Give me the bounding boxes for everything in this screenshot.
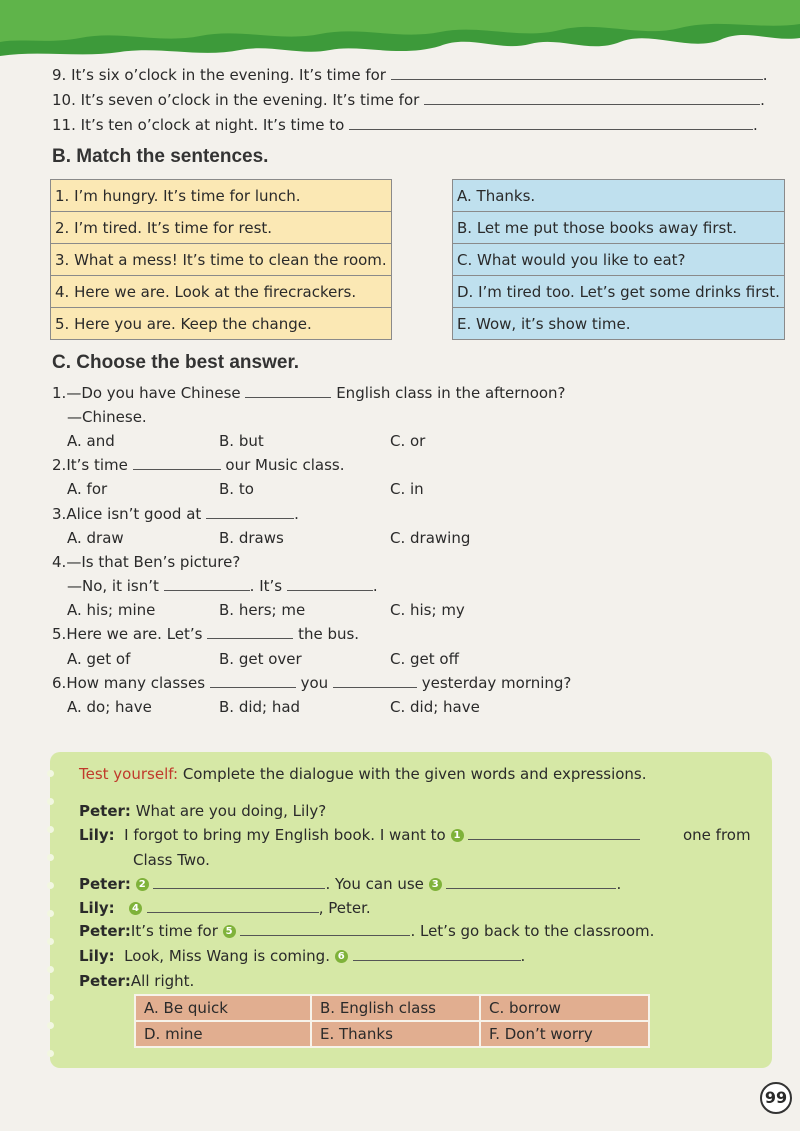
- option-c[interactable]: C. in: [390, 480, 424, 498]
- question-number: 9.: [52, 66, 67, 84]
- match-right-item[interactable]: B. Let me put those books away first.: [453, 212, 785, 244]
- option-c[interactable]: C. his; my: [390, 601, 465, 619]
- blank-number-badge: 5: [223, 925, 236, 938]
- decor-dot: [47, 1050, 54, 1057]
- answer-blank[interactable]: [353, 959, 521, 961]
- reply-text: [67, 577, 378, 595]
- decor-dot: [47, 798, 54, 805]
- answer-blank[interactable]: [333, 686, 417, 688]
- word-option[interactable]: E. Thanks: [311, 1021, 480, 1047]
- answer-blank[interactable]: [210, 686, 296, 688]
- answer-blank[interactable]: [164, 589, 250, 591]
- question-10: [52, 91, 765, 109]
- answer-blank[interactable]: [240, 934, 410, 936]
- question-number: 5.: [52, 625, 67, 643]
- answer-blank[interactable]: [287, 589, 373, 591]
- dialogue-text: . Let’s go back to the classroom.: [410, 922, 655, 940]
- blank-number-badge: 3: [429, 878, 442, 891]
- question-number: 2.: [52, 456, 67, 474]
- answer-blank[interactable]: [153, 887, 325, 889]
- mc-question-5: [52, 625, 359, 643]
- dialogue-text: Class Two.: [133, 851, 210, 869]
- mc-question-4: [52, 553, 240, 571]
- dialogue-line-2: [79, 826, 640, 844]
- dialogue-text: , Peter.: [318, 899, 371, 917]
- word-option[interactable]: D. mine: [135, 1021, 311, 1047]
- decor-dot: [47, 882, 54, 889]
- answer-blank[interactable]: [391, 78, 763, 80]
- answer-blank[interactable]: [147, 911, 319, 913]
- dialogue-line-3: [79, 875, 621, 893]
- blank-number-badge: 1: [451, 829, 464, 842]
- match-left-item[interactable]: 3. What a mess! It’s time to clean the room.: [51, 244, 392, 276]
- question-number: 10.: [52, 91, 76, 109]
- match-left-table: [50, 179, 392, 340]
- question-number: 1.: [52, 384, 67, 402]
- answer-blank[interactable]: [245, 396, 331, 398]
- mc-question-6: [52, 674, 571, 692]
- question-number: 6.: [52, 674, 67, 692]
- punctuation: .: [294, 505, 299, 523]
- blank-number-badge: 2: [136, 878, 149, 891]
- question-text: It’s seven o’clock in the evening. It’s time for: [80, 91, 420, 109]
- dialogue-text: All right.: [130, 972, 195, 990]
- answer-blank[interactable]: [446, 887, 616, 889]
- option-a[interactable]: A. his; mine: [67, 601, 156, 619]
- punctuation: .: [616, 875, 622, 893]
- question-text: our Music class.: [225, 456, 345, 474]
- answer-blank[interactable]: [133, 468, 221, 470]
- answer-blank[interactable]: [206, 517, 294, 519]
- match-left-item[interactable]: 2. I’m tired. It’s time for rest.: [51, 212, 392, 244]
- dialogue-text: Look, Miss Wang is coming.: [124, 947, 330, 965]
- question-text: —Is that Ben’s picture?: [66, 553, 241, 571]
- dialogue-line-5: [79, 922, 654, 940]
- speaker-name: Peter:: [79, 922, 131, 940]
- option-b[interactable]: B. hers; me: [219, 601, 306, 619]
- question-text: —Do you have Chinese: [66, 384, 241, 402]
- decor-dot: [47, 938, 54, 945]
- dialogue-line-1: [79, 802, 326, 820]
- option-c[interactable]: C. get off: [390, 650, 459, 668]
- option-b[interactable]: B. get over: [219, 650, 302, 668]
- question-text: English class in the afternoon?: [336, 384, 566, 402]
- dialogue-line-4: [79, 899, 371, 917]
- speaker-name: Lily:: [79, 947, 115, 965]
- answer-blank[interactable]: [468, 838, 640, 840]
- option-a[interactable]: A. get of: [67, 650, 131, 668]
- speaker-name: Lily:: [79, 899, 115, 917]
- question-number: 11.: [52, 116, 76, 134]
- option-b[interactable]: B. draws: [219, 529, 284, 547]
- question-number: 4.: [52, 553, 67, 571]
- dialogue-text: one from: [683, 826, 751, 844]
- match-left-item[interactable]: 5. Here you are. Keep the change.: [51, 308, 392, 340]
- question-text: It’s time: [66, 456, 128, 474]
- option-b[interactable]: B. did; had: [219, 698, 301, 716]
- question-text: the bus.: [298, 625, 360, 643]
- dialogue-text: I forgot to bring my English book. I want to: [124, 826, 446, 844]
- answer-blank[interactable]: [207, 637, 293, 639]
- blank-number-badge: 6: [335, 950, 348, 963]
- question-text: Alice isn’t good at: [66, 505, 202, 523]
- question-text: yesterday morning?: [421, 674, 572, 692]
- decor-dot: [47, 994, 54, 1001]
- speaker-name: Peter:: [79, 802, 131, 820]
- answer-blank[interactable]: [349, 128, 753, 130]
- mc-question-1: [52, 384, 566, 402]
- option-a[interactable]: A. do; have: [67, 698, 152, 716]
- dialogue-text: What are you doing, Lily?: [135, 802, 327, 820]
- dialogue-text: It’s time for: [130, 922, 218, 940]
- reply-part: —No, it isn’t: [67, 577, 159, 595]
- question-text: It’s six o’clock in the evening. It’s time for: [71, 66, 386, 84]
- word-option[interactable]: A. Be quick: [135, 995, 311, 1021]
- speaker-name: Peter:: [79, 972, 131, 990]
- question-text: It’s ten o’clock at night. It’s time to: [80, 116, 345, 134]
- punctuation: .: [760, 91, 765, 109]
- punctuation: .: [520, 947, 526, 965]
- mc-question-3: [52, 505, 299, 523]
- section-c-heading: C. Choose the best answer.: [52, 352, 300, 373]
- word-option[interactable]: C. borrow: [480, 995, 649, 1021]
- decor-dot: [47, 1022, 54, 1029]
- dialogue-line-7: [79, 972, 194, 990]
- answer-blank[interactable]: [424, 103, 760, 105]
- option-a[interactable]: A. for: [67, 480, 108, 498]
- word-option[interactable]: B. English class: [311, 995, 480, 1021]
- decor-dot: [47, 826, 54, 833]
- header-banner: [0, 0, 800, 70]
- match-left-item[interactable]: 1. I’m hungry. It’s time for lunch.: [51, 180, 392, 212]
- match-right-item[interactable]: C. What would you like to eat?: [453, 244, 785, 276]
- punctuation: .: [762, 66, 768, 84]
- option-b[interactable]: B. but: [219, 432, 264, 450]
- page-number: 99: [760, 1082, 792, 1114]
- speaker-name: Peter:: [79, 875, 131, 893]
- match-right-item[interactable]: A. Thanks.: [453, 180, 785, 212]
- match-right-item[interactable]: D. I’m tired too. Let’s get some drinks first.: [453, 276, 785, 308]
- question-9: [52, 66, 768, 84]
- option-b[interactable]: B. to: [219, 480, 254, 498]
- decor-dot: [47, 770, 54, 777]
- question-text: How many classes: [66, 674, 206, 692]
- option-c[interactable]: C. drawing: [390, 529, 471, 547]
- dialogue-text: . You can use: [325, 875, 424, 893]
- test-label: Test yourself:: [79, 765, 179, 783]
- reply-part: . It’s: [249, 577, 283, 595]
- reply-text: —Chinese.: [67, 408, 147, 426]
- decor-dot: [47, 966, 54, 973]
- punctuation: .: [753, 116, 758, 134]
- mc-question-2: [52, 456, 345, 474]
- match-left-item[interactable]: 4. Here we are. Look at the firecrackers.: [51, 276, 392, 308]
- option-c[interactable]: C. or: [390, 432, 426, 450]
- question-number: 3.: [52, 505, 67, 523]
- option-a[interactable]: A. and: [67, 432, 115, 450]
- dialogue-line-6: [79, 947, 525, 965]
- speaker-name: Lily:: [79, 826, 115, 844]
- option-c[interactable]: C. did; have: [390, 698, 480, 716]
- punctuation: .: [372, 577, 378, 595]
- decor-dot: [47, 910, 54, 917]
- decor-dot: [47, 854, 54, 861]
- match-right-table: [452, 179, 785, 340]
- option-a[interactable]: A. draw: [67, 529, 124, 547]
- match-right-item[interactable]: E. Wow, it’s show time.: [453, 308, 785, 340]
- word-bank: [134, 994, 650, 1048]
- instruction-text: Complete the dialogue with the given words and expressions.: [182, 765, 647, 783]
- word-option[interactable]: F. Don’t worry: [480, 1021, 649, 1047]
- question-text: Here we are. Let’s: [66, 625, 203, 643]
- question-text: you: [300, 674, 329, 692]
- test-instruction: [79, 765, 647, 783]
- section-b-heading: B. Match the sentences.: [52, 146, 269, 167]
- question-11: [52, 116, 758, 134]
- blank-number-badge: 4: [129, 902, 142, 915]
